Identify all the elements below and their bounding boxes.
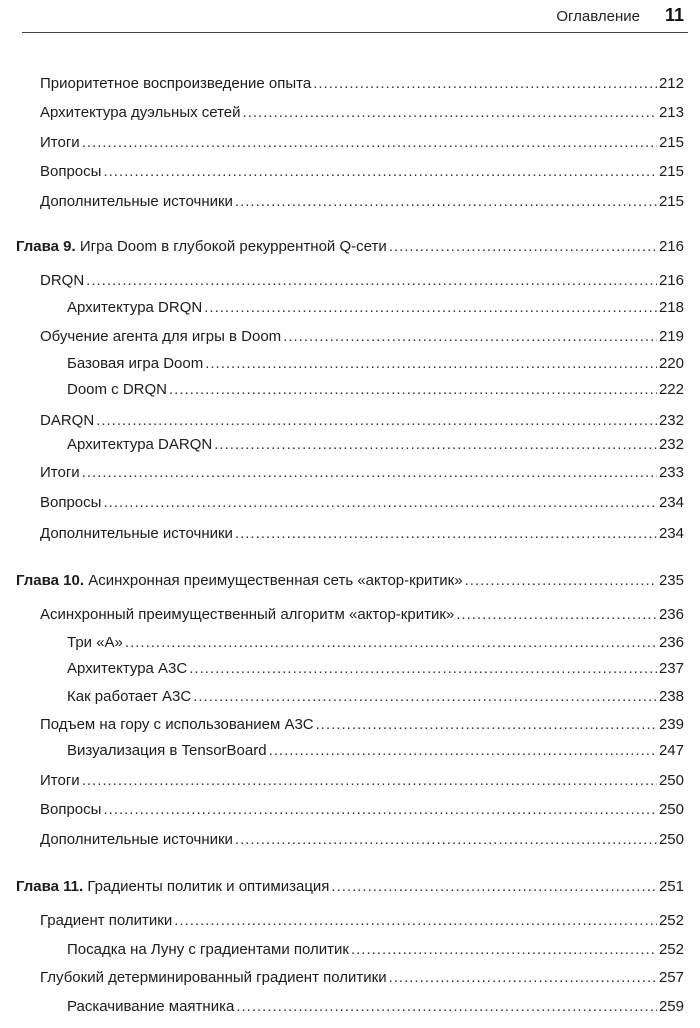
dot-leader xyxy=(389,967,657,989)
toc-entry-title xyxy=(67,996,234,1018)
toc-title-text: Обучение агента для игры в Doom xyxy=(40,328,282,345)
toc-page-number: 252 xyxy=(658,912,684,929)
toc-title-text: DRQN xyxy=(40,272,85,289)
toc-entry-title xyxy=(67,658,187,680)
toc-title-text: Асинхронная преимущественная сеть «актор-критик» xyxy=(88,572,463,589)
toc-entry xyxy=(67,632,684,654)
toc-entry xyxy=(40,523,684,545)
toc-entry-title xyxy=(67,434,212,456)
toc-title-text: Архитектура DRQN xyxy=(67,299,203,316)
toc-entry xyxy=(67,939,684,961)
toc-entry xyxy=(40,132,684,154)
toc-title-text: Приоритетное воспроизведение опыта xyxy=(40,75,312,92)
toc-page-number: 233 xyxy=(658,464,684,481)
toc-title-text: Базовая игра Doom xyxy=(67,355,204,372)
dot-leader xyxy=(82,462,657,484)
toc-entry-title xyxy=(40,132,80,154)
toc-entry xyxy=(40,910,684,932)
toc-entry xyxy=(40,191,684,213)
toc-entry-title xyxy=(16,236,387,258)
dot-leader xyxy=(456,604,657,626)
toc-page-number: 220 xyxy=(658,355,684,372)
toc-page-number: 252 xyxy=(658,941,684,958)
toc-page-number: 238 xyxy=(658,688,684,705)
toc-title-text: Как работает A3C xyxy=(67,688,192,705)
toc-title-text: Раскачивание маятника xyxy=(67,998,235,1015)
toc-page-number: 215 xyxy=(658,193,684,210)
toc-entry-title xyxy=(40,326,281,348)
dot-leader xyxy=(313,73,657,95)
toc-title-text: Дополнительные источники xyxy=(40,193,233,210)
toc-page-number: 234 xyxy=(658,525,684,542)
toc-title-text: Архитектура A3C xyxy=(67,660,188,677)
dot-leader xyxy=(204,297,657,319)
dot-leader xyxy=(243,102,657,124)
toc-page-number: 237 xyxy=(658,660,684,677)
toc-chapter-entry xyxy=(16,236,684,258)
toc-entry-title xyxy=(40,967,387,989)
toc-entry-title xyxy=(67,632,123,654)
toc-entry-title xyxy=(16,570,463,592)
toc-page-number: 250 xyxy=(658,831,684,848)
toc-title-text: Дополнительные источники xyxy=(40,525,233,542)
chapter-label: Глава 9. xyxy=(16,238,76,255)
toc-entry xyxy=(40,714,684,736)
toc-page-number: 259 xyxy=(658,998,684,1015)
toc-entry-title xyxy=(40,523,233,545)
toc-title-text: Дополнительные источники xyxy=(40,831,233,848)
toc-title-text: Градиенты политик и оптимизация xyxy=(87,878,330,895)
toc-page-number: 213 xyxy=(658,104,684,121)
toc-title-text: Вопросы xyxy=(40,801,102,818)
dot-leader xyxy=(169,379,657,401)
toc-title-text: Итоги xyxy=(40,464,80,481)
toc-entry xyxy=(40,102,684,124)
toc-page-number: 239 xyxy=(658,716,684,733)
toc-entry-title xyxy=(40,714,314,736)
toc-entry-title xyxy=(67,353,203,375)
dot-leader xyxy=(103,492,657,514)
dot-leader xyxy=(269,740,657,762)
toc-page-number: 222 xyxy=(658,381,684,398)
toc-title-text: Градиент политики xyxy=(40,912,173,929)
toc-entry-title xyxy=(40,604,454,626)
toc-entry-title xyxy=(40,270,84,292)
toc-page-number: 218 xyxy=(658,299,684,316)
toc-entry-title xyxy=(40,410,94,432)
toc-entry xyxy=(67,740,684,762)
dot-leader xyxy=(193,686,657,708)
toc-entry-title xyxy=(40,770,80,792)
toc-entry-title xyxy=(40,829,233,851)
toc-title-text: Архитектура дуэльных сетей xyxy=(40,104,241,121)
toc-page-number: 236 xyxy=(658,634,684,651)
toc-entry xyxy=(67,353,684,375)
dot-leader xyxy=(283,326,657,348)
dot-leader xyxy=(214,434,657,456)
toc-page-number: 250 xyxy=(658,772,684,789)
toc-page-number: 216 xyxy=(658,238,684,255)
dot-leader xyxy=(96,410,657,432)
toc-entry-title xyxy=(40,492,101,514)
toc-title-text: Подъем на гору с использованием A3C xyxy=(40,716,314,733)
toc-entry xyxy=(40,326,684,348)
toc-page-number: 215 xyxy=(658,163,684,180)
toc-entry-title xyxy=(40,191,233,213)
toc-entry xyxy=(40,770,684,792)
dot-leader xyxy=(82,132,657,154)
toc-title-text: Асинхронный преимущественный алгоритм «актор-критик» xyxy=(40,606,455,623)
toc-entry-title xyxy=(40,799,101,821)
toc-entry-title xyxy=(40,73,311,95)
chapter-label: Глава 11. xyxy=(16,878,84,895)
toc-page-number: 219 xyxy=(658,328,684,345)
toc-page-number: 235 xyxy=(658,572,684,589)
toc-entry xyxy=(40,462,684,484)
running-title: Оглавление xyxy=(556,8,640,25)
dot-leader xyxy=(205,353,657,375)
dot-leader xyxy=(235,523,657,545)
dot-leader xyxy=(351,939,657,961)
toc-entry xyxy=(40,410,684,432)
toc-page-number: 212 xyxy=(658,75,684,92)
toc-page-number: 250 xyxy=(658,801,684,818)
toc-entry-title xyxy=(67,686,191,708)
toc-page-number: 257 xyxy=(658,969,684,986)
toc-page-number: 215 xyxy=(658,134,684,151)
page-number: 11 xyxy=(664,5,684,25)
dot-leader xyxy=(103,799,657,821)
toc-title-text: Архитектура DARQN xyxy=(67,436,213,453)
dot-leader xyxy=(103,161,657,183)
toc-title-text: Глубокий детерминированный градиент политики xyxy=(40,969,387,986)
toc-page-number: 232 xyxy=(658,436,684,453)
toc-title-text: Вопросы xyxy=(40,494,102,511)
toc-entry xyxy=(40,161,684,183)
toc-entry xyxy=(40,270,684,292)
dot-leader xyxy=(189,658,657,680)
toc-entry xyxy=(67,297,684,319)
toc-entry-title xyxy=(67,297,202,319)
dot-leader xyxy=(82,770,657,792)
toc-entry xyxy=(40,492,684,514)
dot-leader xyxy=(235,191,657,213)
toc-entry xyxy=(40,829,684,851)
toc-page-number: 234 xyxy=(658,494,684,511)
toc-title-text: Итоги xyxy=(40,134,80,151)
toc-chapter-entry xyxy=(16,876,684,898)
dot-leader xyxy=(465,570,657,592)
toc-entry xyxy=(40,73,684,95)
toc-title-text: Итоги xyxy=(40,772,80,789)
toc-entry xyxy=(67,658,684,680)
toc-entry-title xyxy=(67,740,267,762)
toc-entry xyxy=(40,799,684,821)
toc-entry xyxy=(40,604,684,626)
toc-entry-title xyxy=(16,876,329,898)
toc-title-text: Doom с DRQN xyxy=(67,381,168,398)
toc-page-number: 247 xyxy=(658,742,684,759)
dot-leader xyxy=(316,714,657,736)
dot-leader xyxy=(235,829,657,851)
toc-title-text: Игра Doom в глубокой рекуррентной Q-сети xyxy=(79,238,387,255)
toc-title-text: Три «А» xyxy=(67,634,123,651)
dot-leader xyxy=(125,632,657,654)
toc-entry-title xyxy=(40,462,80,484)
dot-leader xyxy=(86,270,657,292)
toc-entry xyxy=(40,967,684,989)
toc-chapter-entry xyxy=(16,570,684,592)
dot-leader xyxy=(389,236,657,258)
toc-entry xyxy=(67,996,684,1018)
dot-leader xyxy=(174,910,657,932)
toc-entry-title xyxy=(67,379,167,401)
dot-leader xyxy=(331,876,657,898)
toc-page-number: 232 xyxy=(658,412,684,429)
toc-title-text: Вопросы xyxy=(40,163,102,180)
chapter-label: Глава 10. xyxy=(16,572,85,589)
toc-entry-title xyxy=(40,102,241,124)
toc-page-number: 236 xyxy=(658,606,684,623)
toc-entry-title xyxy=(40,161,101,183)
toc-title-text: DARQN xyxy=(40,412,95,429)
toc-page-number: 251 xyxy=(658,878,684,895)
toc-page-number: 216 xyxy=(658,272,684,289)
toc-entry xyxy=(67,434,684,456)
toc-entry xyxy=(67,686,684,708)
toc-title-text: Визуализация в TensorBoard xyxy=(67,742,267,759)
dot-leader xyxy=(236,996,657,1018)
toc-title-text: Посадка на Луну с градиентами политик xyxy=(67,941,349,958)
toc-entry-title xyxy=(67,939,349,961)
toc-entry xyxy=(67,379,684,401)
toc-entry-title xyxy=(40,910,172,932)
